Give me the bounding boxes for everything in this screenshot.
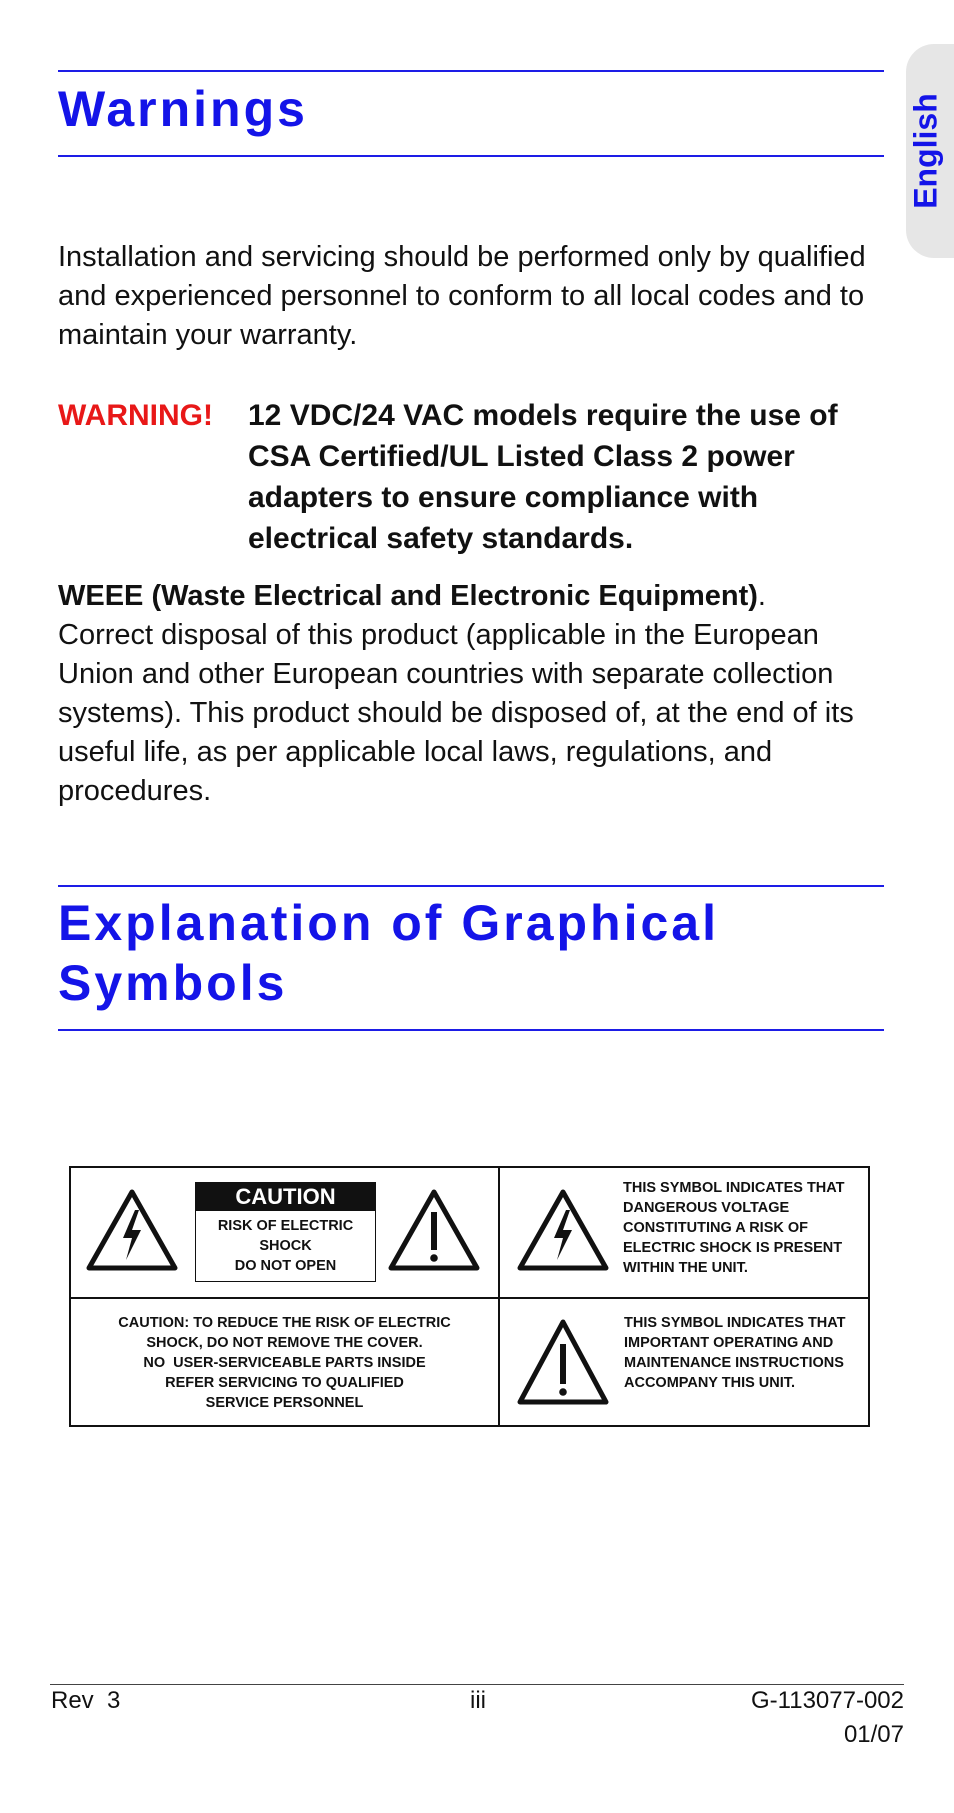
footer-revision: Rev 3 — [51, 1687, 121, 1714]
footer-doc-number: G-113077-002 — [751, 1687, 904, 1714]
footer-doc-info — [660, 1684, 904, 1752]
lightning-triangle-icon — [516, 1188, 610, 1272]
instruction-line: SERVICE PERSONNEL — [205, 1395, 364, 1411]
description-line: WITHIN THE UNIT. — [623, 1260, 748, 1276]
description-line: THIS SYMBOL INDICATES THAT — [623, 1180, 845, 1196]
lightning-triangle-icon — [85, 1188, 179, 1272]
weee-period: . — [757, 580, 766, 612]
symbols-top-rule — [58, 885, 884, 887]
description-line: ACCOMPANY THIS UNIT. — [624, 1375, 796, 1391]
footer-date: 01/07 — [843, 1721, 904, 1748]
caution-line-1: RISK OF ELECTRIC — [217, 1218, 354, 1234]
description-line: THIS SYMBOL INDICATES THAT — [624, 1315, 846, 1331]
caution-line-3: DO NOT OPEN — [234, 1258, 337, 1274]
weee-paragraph — [58, 577, 888, 811]
warnings-top-rule — [58, 70, 884, 72]
warnings-heading: Warnings — [58, 81, 308, 137]
caution-line-2: SHOCK — [259, 1238, 312, 1254]
description-line: MAINTENANCE INSTRUCTIONS — [624, 1355, 844, 1371]
description-line: DANGEROUS VOLTAGE — [623, 1200, 790, 1216]
instruction-line: CAUTION: TO REDUCE THE RISK OF ELECTRIC — [118, 1315, 451, 1331]
installation-paragraph: Installation and servicing should be performed only by qualified and experienced personnel to conform to all local codes and to maintain your warranty. — [58, 241, 866, 351]
warning-text: 12 VDC/24 VAC models require the use of CSA Certified/UL Listed Class 2 power adapters to ensure compliance with electrical safety standards. — [248, 399, 838, 555]
warning-label: WARNING! — [58, 399, 213, 432]
caution-instructions — [71, 1313, 498, 1413]
footer-page-number: iii — [470, 1687, 486, 1714]
lightning-symbol-description — [623, 1178, 868, 1278]
description-line: CONSTITUTING A RISK OF — [623, 1220, 809, 1236]
warnings-bottom-rule — [58, 155, 884, 157]
instruction-line: NO USER-SERVICEABLE PARTS INSIDE — [143, 1355, 426, 1371]
exclamation-triangle-icon — [516, 1318, 610, 1406]
instruction-line: REFER SERVICING TO QUALIFIED — [165, 1375, 404, 1391]
description-line: IMPORTANT OPERATING AND — [624, 1335, 834, 1351]
description-line: ELECTRIC SHOCK IS PRESENT — [623, 1240, 843, 1256]
caution-label-box — [195, 1182, 376, 1282]
instruction-line: SHOCK, DO NOT REMOVE THE COVER. — [146, 1335, 423, 1351]
symbols-heading-line2: Symbols — [58, 955, 288, 1011]
weee-title: WEEE (Waste Electrical and Electronic Equipment) — [58, 580, 758, 612]
weee-text: Correct disposal of this product (applicable in the European Union and other European countries with separate collection systems). This product should be disposed of, at the end of its useful life, as per applicable local laws, regulations, and procedures. — [58, 619, 854, 807]
symbols-heading — [58, 893, 719, 1013]
symbols-heading-line1: Explanation of Graphical — [58, 895, 719, 951]
symbols-bottom-rule — [58, 1029, 884, 1031]
language-tab-label: English — [907, 93, 944, 209]
caution-label: CAUTION — [196, 1183, 375, 1211]
exclamation-triangle-icon — [387, 1188, 481, 1272]
caution-label-body — [196, 1211, 375, 1276]
exclamation-symbol-description — [624, 1313, 869, 1393]
table-divider-horizontal — [71, 1297, 868, 1299]
symbol-table — [69, 1166, 870, 1427]
